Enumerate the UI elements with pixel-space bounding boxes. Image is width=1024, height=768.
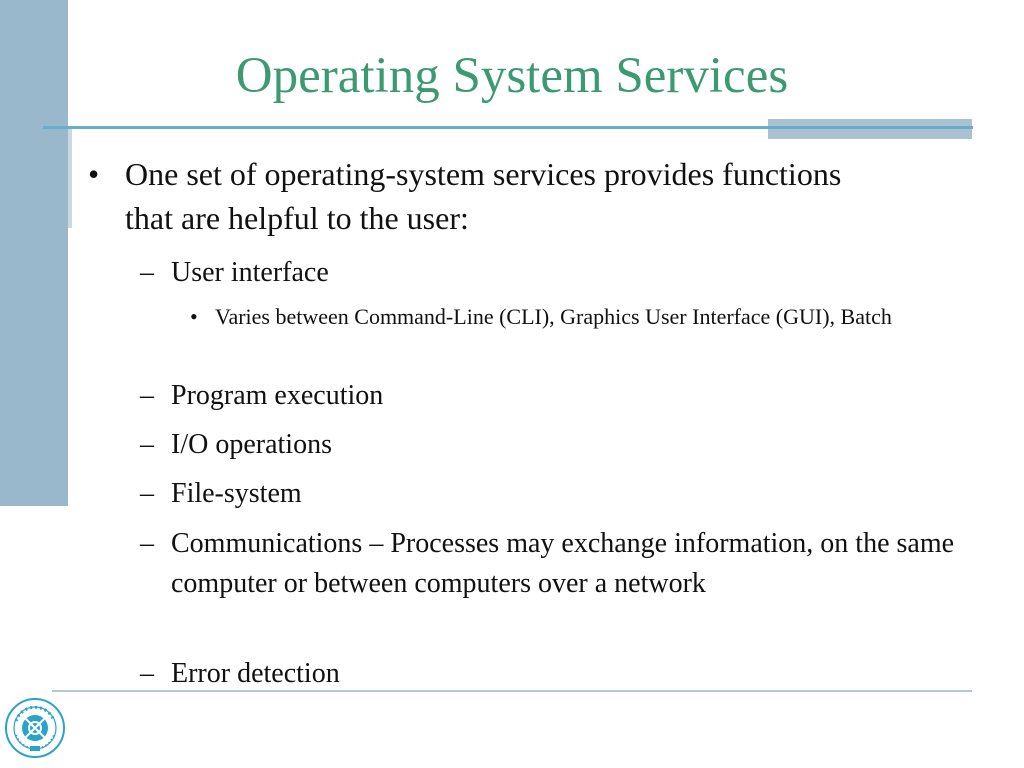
- dash-marker: –: [140, 257, 154, 288]
- bullet-text: One set of operating-system services provides functions that are helpful to the user:: [125, 156, 842, 236]
- bullet-marker: •: [190, 304, 198, 329]
- sub-bullet-text: Error detection: [171, 658, 340, 689]
- dash-marker: –: [140, 429, 154, 460]
- sub-sub-bullet-text: Varies between Command-Line (CLI), Graphics User Interface (GUI), Batch: [215, 304, 892, 329]
- sub-bullet-text: Program execution: [171, 380, 384, 411]
- sub-bullet-text: I/O operations: [171, 429, 332, 460]
- bullet-marker: •: [88, 156, 100, 192]
- sub-bullet-text: File-system: [171, 478, 302, 509]
- footer-rule: [52, 690, 972, 692]
- dash-marker: –: [140, 478, 154, 509]
- dash-marker: –: [140, 528, 154, 559]
- university-seal-icon: [4, 697, 66, 759]
- slide-title: Operating System Services: [235, 48, 789, 104]
- dash-marker: –: [140, 380, 154, 411]
- sub-bullet-text: Communications – Processes may exchange information, on the same computer or between computers over a network: [171, 528, 955, 599]
- sub-bullet-text: User interface: [171, 257, 329, 288]
- dash-marker: –: [140, 658, 154, 689]
